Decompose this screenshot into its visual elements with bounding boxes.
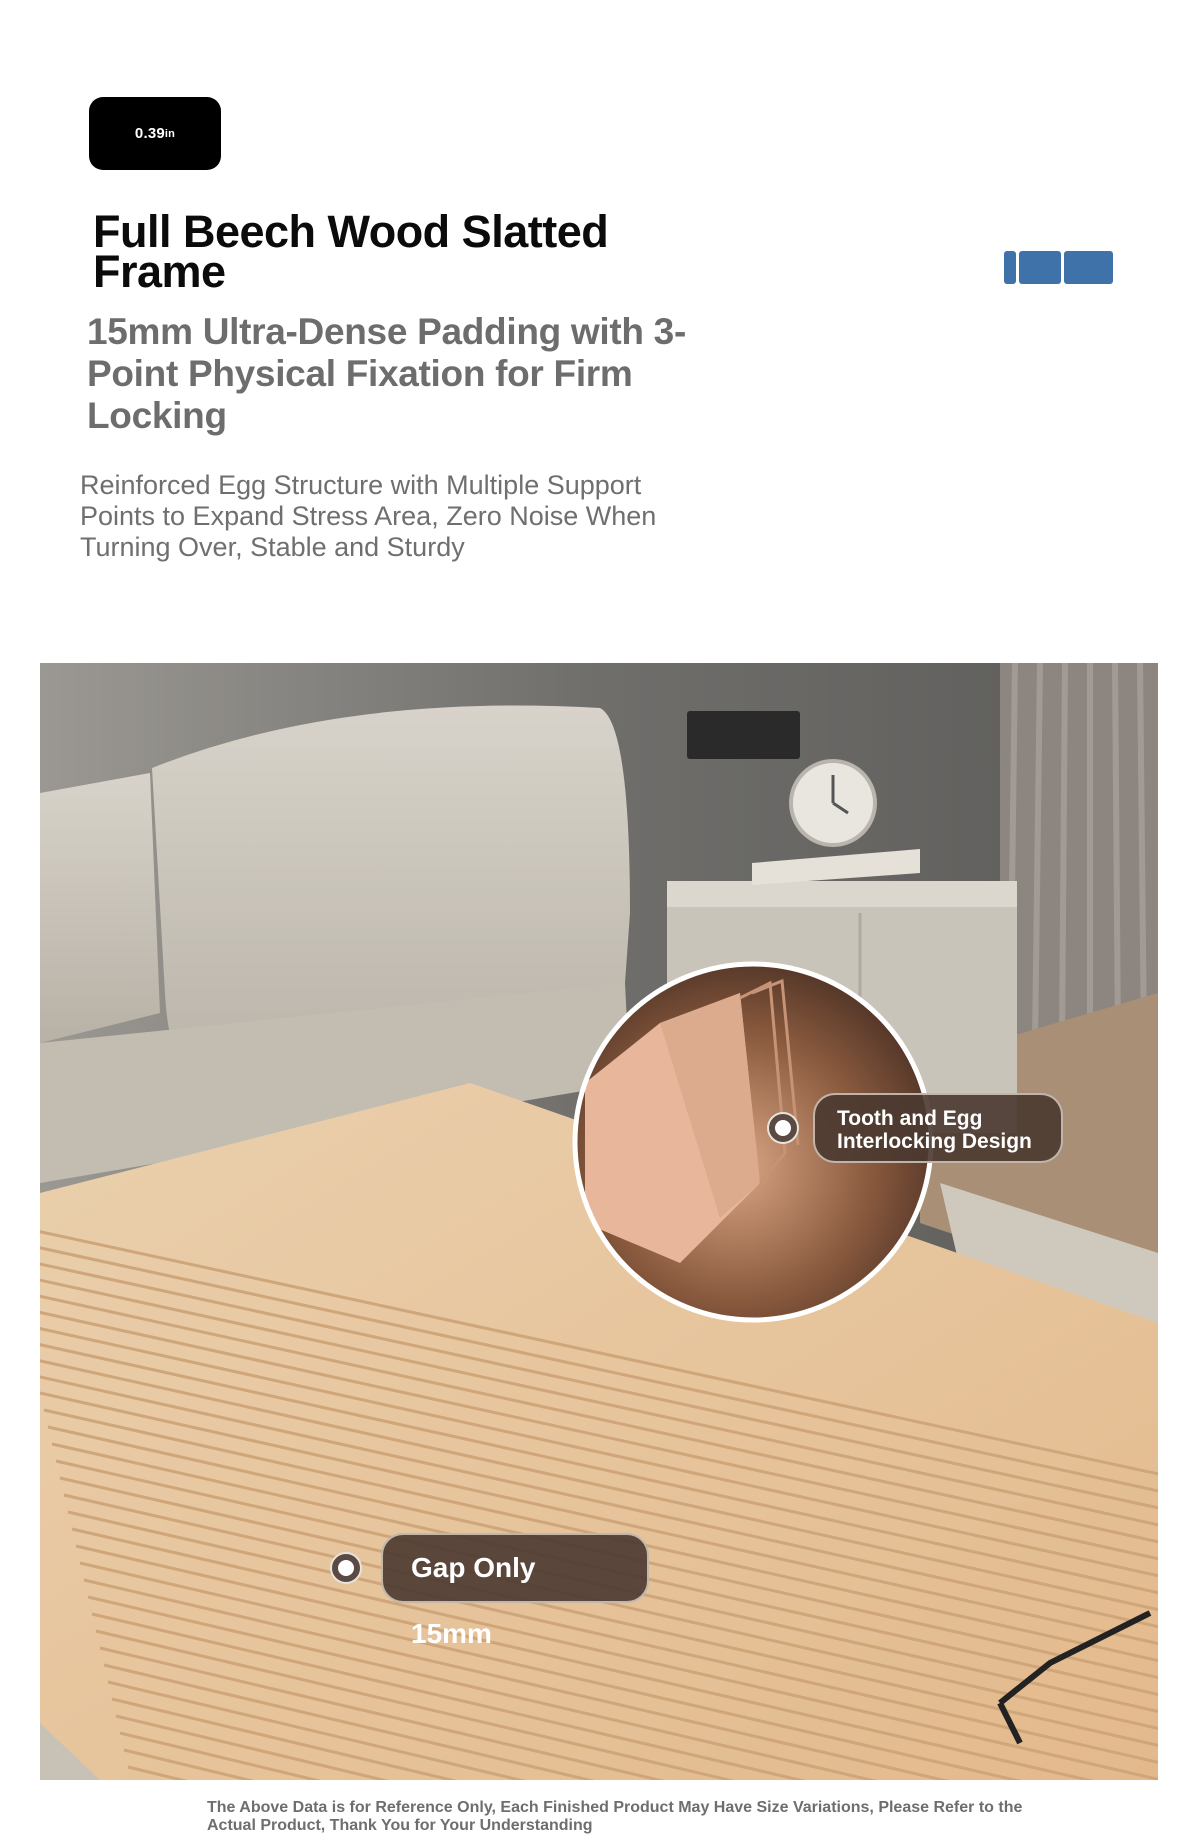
joint-callout-label: Tooth and Egg Interlocking Design bbox=[813, 1093, 1063, 1163]
color-swatch bbox=[1064, 251, 1113, 284]
measurement-badge bbox=[89, 97, 221, 170]
joint-callout bbox=[769, 1093, 1063, 1163]
product-photo bbox=[40, 663, 1158, 1780]
disclaimer-text: The Above Data is for Reference Only, Each Finished Product May Have Size Variations, Please Refer to the Actual Product, Thank You for Your Understanding bbox=[207, 1799, 1023, 1834]
page-title: Full Beech Wood Slatted Frame bbox=[93, 206, 609, 297]
gap-callout-label: Gap Only 15mm bbox=[381, 1533, 649, 1603]
feature-description: Reinforced Egg Structure with Multiple Support Points to Expand Stress Area, Zero Noise When Turning Over, Stable and Sturdy bbox=[80, 470, 657, 562]
bed-illustration bbox=[40, 663, 1158, 1780]
gap-callout bbox=[332, 1533, 649, 1649]
callout-marker-icon bbox=[769, 1114, 797, 1142]
color-swatch bbox=[1004, 251, 1016, 284]
badge-value: 0.39 bbox=[134, 125, 165, 142]
color-swatches bbox=[1004, 251, 1113, 284]
badge-unit: in bbox=[164, 127, 176, 140]
color-swatch bbox=[1019, 251, 1061, 284]
callout-marker-icon bbox=[332, 1554, 360, 1582]
page-subtitle: 15mm Ultra-Dense Padding with 3-Point Physical Fixation for Firm Locking bbox=[87, 311, 686, 436]
